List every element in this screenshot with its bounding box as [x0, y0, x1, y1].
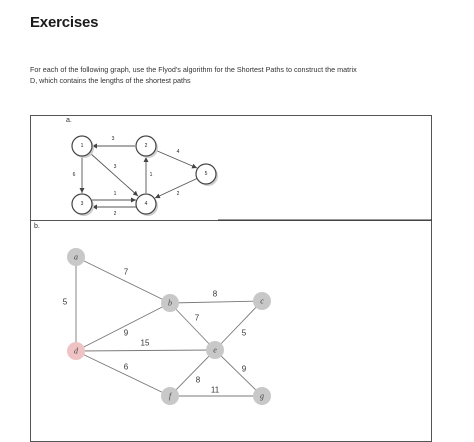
weight-e-f: 8 — [195, 375, 201, 385]
graph-a-nodes — [72, 136, 218, 216]
weight-a-3: 1 — [149, 172, 153, 178]
node-label-4: 4 — [144, 201, 148, 207]
page-title: Exercises — [30, 14, 99, 31]
node-label-f: f — [168, 391, 172, 401]
weight-a-6: 2 — [176, 191, 180, 197]
weight-d-b: 9 — [123, 328, 129, 338]
node-label-3: 3 — [80, 201, 84, 207]
weight-d-f: 6 — [123, 362, 129, 372]
edge-c-e — [215, 301, 262, 350]
edge-a-b — [76, 257, 170, 303]
graph-b-nodes — [67, 248, 271, 405]
part-a-label: a. — [66, 117, 72, 124]
weight-a-4: 4 — [176, 149, 180, 155]
weight-a-0: 3 — [111, 136, 115, 142]
weight-e-g: 9 — [241, 364, 247, 374]
node-label-a: a — [74, 252, 78, 262]
node-label-e: e — [213, 345, 217, 355]
node-label-5: 5 — [204, 171, 208, 177]
weight-a-1: 3 — [113, 164, 117, 170]
node-label-g: g — [260, 391, 264, 401]
edge-d-e — [76, 350, 215, 351]
weight-a-b: 7 — [123, 267, 129, 277]
node-label-1: 1 — [80, 143, 84, 149]
edge-b-c — [170, 301, 262, 303]
weight-a-d: 5 — [62, 297, 68, 307]
edge-1-4 — [90, 153, 138, 196]
weight-a-2: 6 — [72, 172, 76, 178]
weight-a-7: 2 — [113, 211, 117, 217]
edge-d-f — [76, 351, 170, 396]
weight-b-e: 7 — [194, 313, 200, 323]
edge-b-e — [170, 303, 215, 350]
node-label-2: 2 — [144, 143, 148, 149]
graph-b-weights — [63, 268, 247, 395]
weight-f-g: 11 — [210, 385, 220, 395]
node-label-d: d — [74, 346, 78, 356]
weight-a-5: 1 — [113, 191, 117, 197]
edge-e-g — [215, 350, 262, 396]
part-b-label: b. — [34, 223, 40, 230]
instructions-line-1: For each of the following graph, use the Flyod’s algorithm for the Shortest Paths to construct the matrix — [30, 65, 357, 74]
weight-b-c: 8 — [212, 289, 218, 299]
instructions-line-2: D, which contains the lengths of the shortest paths — [30, 76, 191, 85]
weight-c-e: 5 — [241, 328, 247, 338]
node-label-c: c — [260, 296, 264, 306]
node-label-b: b — [168, 298, 172, 308]
edge-e-f — [170, 350, 215, 396]
graph-b-edges — [76, 257, 262, 396]
weight-d-e: 15 — [140, 338, 150, 348]
edge-d-b — [76, 303, 170, 351]
